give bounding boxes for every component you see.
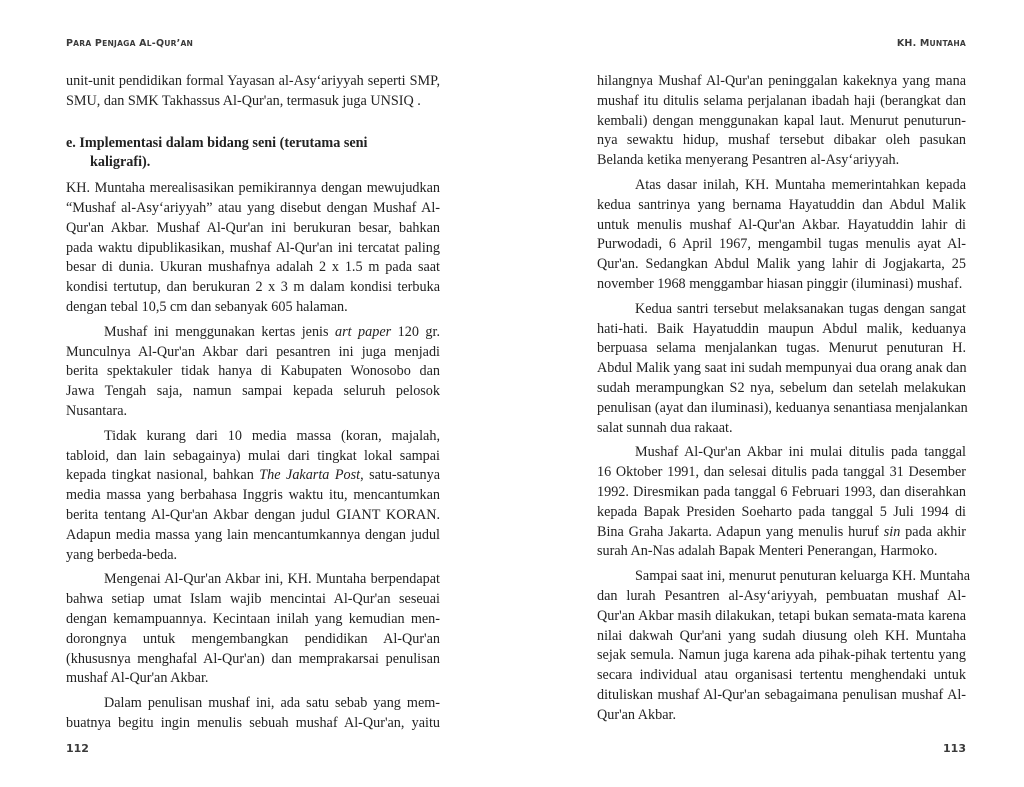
text-segment: sejak semula. Namun juga karena ada pihak-pihak tertentu yang (597, 647, 966, 664)
text-segment: Kedua santri tersebut melaksanakan tugas dengan sangat (635, 300, 966, 317)
text-segment: 120 gr. (391, 323, 441, 340)
text-segment: kepada tingkat nasional, bahkan (66, 467, 260, 484)
text-segment: Belanda ketika menyerang Pesantren al-Asy‘ariyyah. (597, 152, 900, 169)
text-segment: besar di dunia. Ukuran mushafnya adalah 2 x 1.5 m pada saat (66, 259, 440, 276)
text-line (66, 258, 440, 278)
text-line (597, 627, 966, 647)
text-line (597, 686, 966, 706)
paragraph (597, 72, 966, 171)
text-segment: berita tentang Al-Qur'an Akbar dengan judul GIANT KORAN. (66, 506, 440, 523)
text-segment: kaligrafi). (90, 154, 151, 171)
text-line (66, 382, 440, 402)
text-line (597, 339, 966, 359)
text-segment: mushaf itu ditulis selama perjalanan ibadah haji (berangkat dan (597, 92, 966, 109)
text-segment: penulisan (ayat dan iluminasi), keduanya senantiasa menjalankan (597, 399, 968, 416)
paragraph (66, 179, 440, 318)
text-line (597, 176, 966, 196)
italic-text: The Jakarta Post (259, 467, 361, 484)
text-segment: nilai dakwah Qur'ani yang sudah diusung oleh KH. Muntaha (597, 627, 966, 644)
text-line (66, 650, 440, 670)
left-page-body (66, 72, 440, 739)
text-segment: “Mushaf al-Asy‘ariyyah” atau yang disebut dengan Mushaf Al- (66, 199, 440, 216)
text-line (66, 669, 440, 689)
text-line (66, 323, 440, 343)
text-segment: e. Implementasi dalam bidang seni (terutama seni (66, 134, 368, 151)
text-line (66, 199, 440, 219)
text-line (597, 275, 966, 295)
text-segment: buatnya begitu ingin menulis sebuah mushaf Al-Qur'an, yaitu (66, 714, 440, 731)
text-segment: Purwodadi, 6 April 1967, mengambil tugas menulis ayat Al- (597, 236, 966, 253)
italic-text: art paper (335, 323, 392, 340)
text-line (597, 706, 966, 726)
text-segment: Mengenai Al-Qur'an Akbar ini, KH. Muntaha berpendapat (104, 571, 440, 588)
text-line (66, 72, 440, 92)
text-segment: dengan kemampuannya. Kecintaan inilah yang kemudian men- (66, 610, 440, 627)
text-line (66, 447, 440, 467)
text-line (597, 379, 966, 399)
text-segment: dengan tebal 10,5 cm dan sebanyak 605 halaman. (66, 298, 348, 315)
text-segment: unit-unit pendidikan formal Yayasan al-Asy‘ariyyah seperti SMP, (66, 73, 440, 89)
right-page-body (597, 72, 971, 731)
text-line (66, 219, 440, 239)
text-segment: Qur'an Akbar. (597, 706, 676, 723)
text-line (66, 427, 440, 447)
text-segment: pada akhir (900, 523, 966, 540)
text-segment: Qur'an Akbar. Mushaf Al-Qur'an ini berukuran besar, bahkan (66, 219, 440, 236)
text-line (66, 298, 440, 318)
text-line (597, 523, 966, 543)
text-line (66, 239, 440, 259)
text-line (66, 153, 440, 173)
text-line (66, 570, 440, 590)
text-segment: media massa yang berbahasa Inggris waktu itu, mencantumkan (66, 487, 440, 504)
page-number-left: 112 (66, 742, 89, 755)
text-line (66, 526, 440, 546)
paragraph (66, 570, 440, 689)
text-line (597, 666, 966, 686)
text-line (597, 196, 966, 216)
text-segment: berita spektakuler tidak hanya di Kabupaten Wonosobo dan (66, 363, 440, 380)
text-segment: Tidak kurang dari 10 media massa (koran, majalah, (104, 427, 440, 444)
text-line (597, 300, 966, 320)
text-segment: Sampai saat ini, menurut penuturan keluarga KH. Muntaha (635, 568, 971, 585)
text-segment: Atas dasar inilah, KH. Muntaha memerintahkan kepada (635, 176, 966, 193)
text-line (66, 590, 440, 610)
text-segment: nya sewaktu hidup, mushaf tersebut dibakar oleh pasukan (597, 132, 966, 149)
running-head-right: KH. MUNTAHA (896, 38, 966, 49)
text-line (597, 443, 966, 463)
text-segment: sudah merampungkan S2 nya, sebelum dan setelah melakukan (597, 379, 966, 396)
text-segment: tabloid, dan lain sebagainya) mulai dari tingkat lokal sampai (66, 447, 440, 464)
text-segment: Nusantara. (66, 402, 128, 419)
text-segment: Jawa Tengah saja, namun sampai kepada seluruh pelosok (66, 383, 440, 400)
text-line (66, 362, 440, 382)
text-line (66, 134, 440, 154)
text-segment: secara individual atau organisasi tertentu menghendaki untuk (597, 667, 966, 684)
text-segment: Bina Graha Jakarta. Adapun yang menulis huruf (597, 523, 884, 540)
text-line (66, 278, 440, 298)
text-segment: kondisi tertutup, dan berukuran 2 x 3 m dalam kondisi terbuka (66, 279, 440, 296)
text-line (597, 359, 966, 379)
text-line (66, 92, 440, 112)
text-segment: Mushaf Al-Qur'an Akbar ini mulai ditulis pada tanggal (635, 444, 966, 461)
text-segment: dorongnya untuk mengembangkan pendidikan Al-Qur'an (66, 630, 440, 647)
text-segment: surah An-Nas adalah Bapak Menteri Penerangan, Harmoko. (597, 543, 938, 560)
paragraph (597, 443, 966, 562)
text-line (597, 587, 966, 607)
text-line (597, 72, 966, 92)
text-segment: yang berbeda-beda. (66, 546, 178, 563)
text-line (597, 235, 966, 255)
text-segment: Qur'an. Sedangkan Abdul Malik yang lahir di Jogjakarta, 25 (597, 256, 966, 273)
section-heading (66, 134, 440, 174)
running-head-left: PARA PENJAGA AL-QUR’AN (66, 38, 194, 49)
text-segment: , satu-satunya (360, 467, 440, 484)
text-line (597, 399, 966, 419)
text-line (66, 506, 440, 526)
text-line (597, 542, 966, 562)
text-segment: kepada Bapak Presiden Soeharto pada tanggal 5 Juli 1994 di (597, 503, 966, 520)
text-line (597, 463, 966, 483)
text-segment: (khususnya menghafal Al-Qur'an) dan memprakarsai penulisan (66, 650, 440, 667)
page-number-right: 113 (943, 742, 966, 755)
text-line (597, 131, 966, 151)
text-segment: hilangnya Mushaf Al-Qur'an peninggalan kakeknya yang mana (597, 73, 966, 89)
text-line (66, 179, 440, 199)
text-segment: Abdul Malik yang saat ini sudah mempunyai dua orang anak dan (597, 360, 967, 377)
text-segment: november 1968 menggambar hiasan pinggir (iluminasi) mushaf. (597, 275, 963, 292)
italic-text: sin (883, 523, 901, 540)
text-line (597, 503, 966, 523)
paragraph (66, 72, 440, 112)
text-segment: Qur'an Akbar masih dilakukan, tetapi bukan semata-mata karena (597, 607, 966, 624)
text-line (66, 630, 440, 650)
text-line (66, 466, 440, 486)
paragraph (597, 567, 971, 725)
text-line (597, 255, 966, 275)
text-segment: 16 Oktober 1991, dan selesai ditulis pada tanggal 31 Desember (597, 464, 966, 481)
text-segment: KH. Muntaha merealisasikan pemikirannya dengan mewujudkan (66, 180, 440, 197)
text-segment: berpuasa selama menjalankan tugas. Menurut penuturan H. (597, 340, 966, 357)
text-line (597, 567, 971, 587)
text-segment: dan lurah Pesantren al-Asy‘ariyyah, pembuatan mushaf Al- (597, 587, 966, 604)
text-line (66, 610, 440, 630)
text-line (66, 694, 440, 714)
paragraph (66, 694, 440, 734)
text-line (597, 112, 966, 132)
text-segment: untuk menulis mushaf Al-Qur'an Akbar. Hayatuddin lahir di (597, 216, 966, 233)
text-line (66, 714, 440, 734)
text-segment: mushaf Al-Qur'an Akbar. (66, 670, 209, 687)
text-line (597, 151, 966, 171)
text-line (597, 607, 966, 627)
text-segment: kembali) dengan menggunakan kapal laut. Menurut penuturun- (597, 112, 966, 129)
text-line (597, 320, 966, 340)
text-line (66, 546, 440, 566)
text-segment: Dalam penulisan mushaf ini, ada satu sebab yang mem- (104, 695, 440, 712)
text-line (597, 483, 966, 503)
text-segment: salat sunnah dua rakaat. (597, 419, 733, 436)
text-segment: Adapun media massa yang lain mencantumkannya dengan judul (66, 526, 440, 543)
text-line (66, 343, 440, 363)
text-line (597, 646, 966, 666)
text-line (597, 419, 966, 439)
text-segment: 1992. Diresmikan pada tanggal 6 Februari 1993, dan diserahkan (597, 483, 966, 500)
text-line (597, 92, 966, 112)
paragraph (66, 323, 440, 422)
text-segment: SMU, dan SMK Takhassus Al-Qur'an, termasuk juga UNSIQ . (66, 92, 421, 109)
paragraph (597, 300, 966, 439)
text-segment: hati-hati. Baik Hayatuddin maupun Abdul malik, keduanya (597, 320, 966, 337)
text-segment: Munculnya Al-Qur'an Akbar dari pesantren ini juga menjadi (66, 343, 440, 360)
text-line (597, 216, 966, 236)
text-line (66, 402, 440, 422)
text-segment: Mushaf ini menggunakan kertas jenis (104, 323, 336, 340)
text-segment: kedua santrinya yang bernama Hayatuddin dan Abdul Malik (597, 196, 966, 213)
paragraph (66, 427, 440, 566)
paragraph (597, 176, 966, 295)
text-segment: pada waktu dipublikasikan, mushaf Al-Qur'an ini tercatat paling (66, 239, 440, 256)
text-line (66, 486, 440, 506)
text-segment: bahwa setiap umat Islam wajib mencintai Al-Qur'an seseuai (66, 591, 440, 608)
text-segment: dituliskan mushaf Al-Qur'an sebagaimana penulisan mushaf Al- (597, 686, 966, 703)
